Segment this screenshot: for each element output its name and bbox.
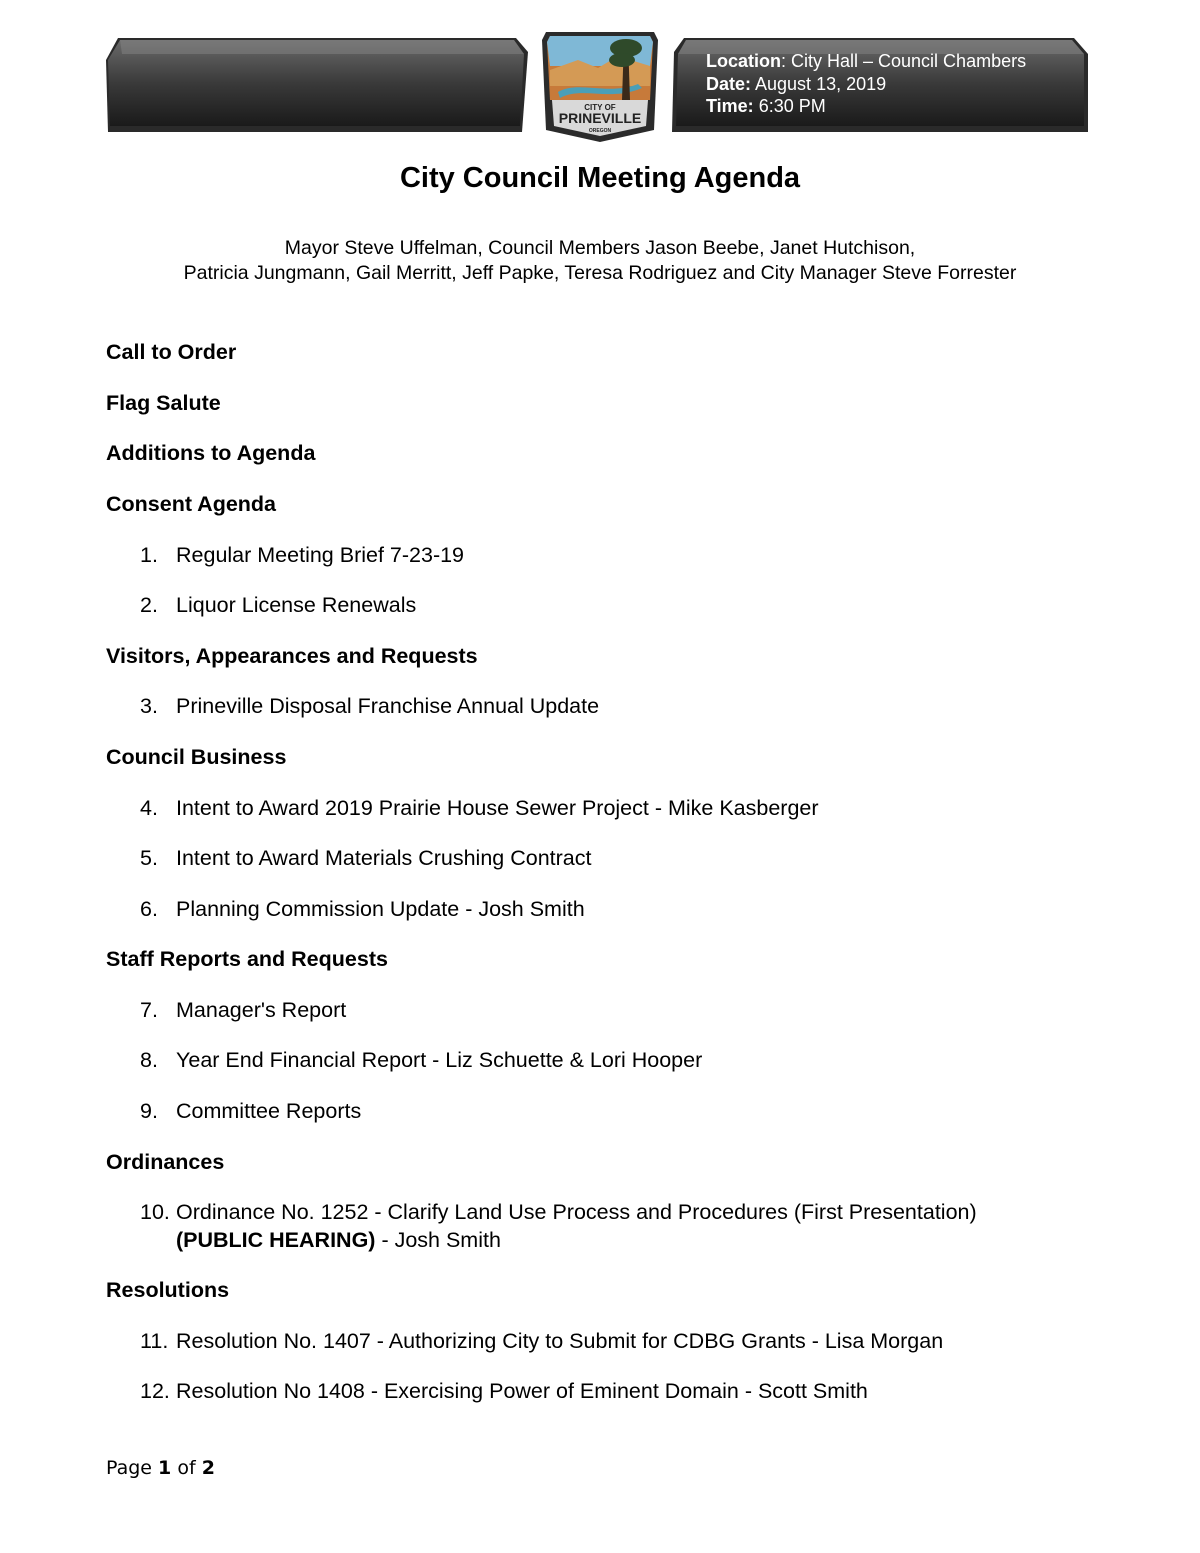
meeting-date: Date: August 13, 2019	[706, 73, 887, 94]
agenda-item-12: 12. Resolution No 1408 - Exercising Power of Eminent Domain - Scott Smith	[140, 1379, 868, 1403]
public-hearing-label: (PUBLIC HEARING)	[176, 1228, 376, 1252]
svg-text:PRINEVILLE: PRINEVILLE	[558, 110, 642, 126]
agenda-item-10: 10. Ordinance No. 1252 - Clarify Land Use Process and Procedures (First Presentation) (PUBLIC HEARING) - Josh Smith	[140, 1200, 1080, 1253]
attendees-line-2: Patricia Jungmann, Gail Merritt, Jeff Papke, Teresa Rodriguez and City Manager Steve Forrester	[183, 262, 1017, 284]
agenda-item-5: 5. Intent to Award Materials Crushing Contract	[140, 846, 592, 870]
header-banner-right	[670, 30, 1090, 140]
header-banner-left	[104, 30, 534, 140]
attendees-line-1: Mayor Steve Uffelman, Council Members Jason Beebe, Janet Hutchison,	[284, 237, 916, 259]
section-ordinances: Ordinances	[106, 1150, 225, 1174]
agenda-item-2: 2. Liquor License Renewals	[140, 593, 417, 617]
meeting-time: Time: 6:30 PM	[706, 96, 826, 116]
agenda-item-9: 9. Committee Reports	[140, 1099, 362, 1123]
page-title: City Council Meeting Agenda	[399, 162, 801, 194]
section-staff-reports: Staff Reports and Requests	[106, 947, 388, 971]
page-number-footer: Page 1 of 2	[106, 1457, 215, 1479]
agenda-item-10-line2: (PUBLIC HEARING) - Josh Smith	[176, 1228, 501, 1252]
section-flag-salute: Flag Salute	[106, 391, 221, 415]
agenda-item-3: 3. Prineville Disposal Franchise Annual Update	[140, 694, 600, 718]
meeting-location: Location: City Hall – Council Chambers	[706, 51, 1027, 71]
attendees	[0, 236, 1200, 286]
section-visitors: Visitors, Appearances and Requests	[106, 644, 478, 668]
agenda-item-7: 7. Manager's Report	[140, 998, 347, 1022]
meeting-info	[706, 50, 1026, 118]
section-resolutions: Resolutions	[106, 1278, 230, 1302]
section-additions-to-agenda: Additions to Agenda	[106, 441, 316, 465]
section-call-to-order: Call to Order	[106, 340, 237, 364]
section-consent-agenda: Consent Agenda	[106, 492, 277, 516]
svg-text:CITY OF: CITY OF	[584, 103, 616, 112]
city-of-prineville-logo	[538, 26, 662, 144]
section-council-business: Council Business	[106, 745, 287, 769]
agenda-item-1: 1. Regular Meeting Brief 7-23-19	[140, 543, 465, 567]
svg-text:OREGON: OREGON	[588, 128, 612, 134]
agenda-item-6: 6. Planning Commission Update - Josh Smith	[140, 897, 585, 921]
agenda-item-8: 8. Year End Financial Report - Liz Schuette & Lori Hooper	[140, 1048, 703, 1072]
agenda-item-11: 11. Resolution No. 1407 - Authorizing City to Submit for CDBG Grants - Lisa Morgan	[140, 1329, 944, 1353]
agenda-item-4: 4. Intent to Award 2019 Prairie House Sewer Project - Mike Kasberger	[140, 796, 819, 820]
